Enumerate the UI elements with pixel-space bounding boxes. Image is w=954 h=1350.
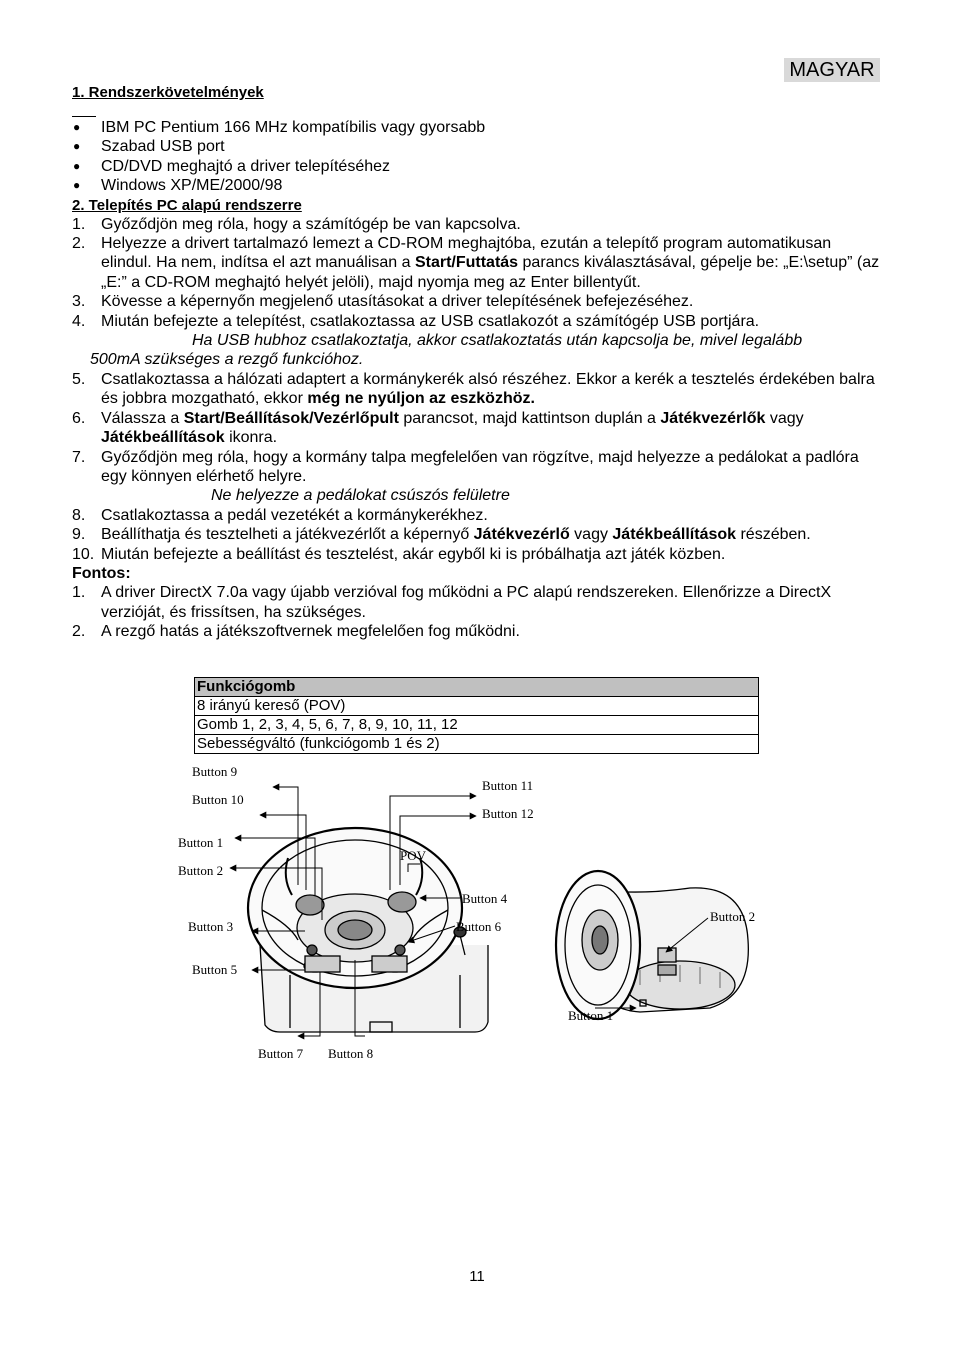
function-table xyxy=(194,677,759,754)
label-button-6: Button 6 xyxy=(456,919,502,934)
label-button-12: Button 12 xyxy=(482,806,534,821)
requirement-item: ● IBM PC Pentium 166 MHz kompatíbilis vagy gyorsabb xyxy=(73,119,486,136)
bullet-icon: ● xyxy=(73,120,81,134)
label-button-3: Button 3 xyxy=(188,919,234,934)
bullet-icon: ● xyxy=(73,139,81,154)
usb-hub-note-cont: 500mA szükséges a rezgő funkcióhoz. xyxy=(90,351,364,369)
table-cell: 8 irányú kereső (POV) xyxy=(195,697,759,716)
table-row xyxy=(195,735,759,754)
install-step: 2. Helyezze a drivert tartalmazó lemezt a CD-ROM meghajtóba, ezután a telepítő program automatikusan elindul. Ha nem, indítsa el azt manuálisan a Start/Futtatás parancs kiválasztásával, gépelje be: „E:\setup” (az „E:” a CD-ROM meghajtó helyét jelöli), majd nyomja meg az Enter billentyűt. xyxy=(72,235,880,291)
install-step: 9. Beállíthatja és tesztelheti a játékvezérlőt a képernyő Játékvezérlő vagy Játékbeállítások részében. xyxy=(72,526,811,544)
table-row xyxy=(195,697,759,716)
important-item: 1. A driver DirectX 7.0a vagy újabb verzióval fog működni a PC alapú rendszereken. Ellenőrizze a DirectX verzióját, és frissítsen, ha szükséges. xyxy=(72,584,832,621)
bullet-icon: ● xyxy=(73,158,81,173)
install-step: 8. Csatlakoztassa a pedál vezetékét a kormánykerékhez. xyxy=(72,506,488,524)
install-step: 7. Győződjön meg róla, hogy a kormány talpa megfelelően van rögzítve, majd helyezze a pedálokat a padlóra egy könnyen elérhető helyre. xyxy=(72,448,859,485)
bullet-icon: ● xyxy=(73,178,81,193)
label-button-9: Button 9 xyxy=(192,764,238,779)
table-cell: Sebességváltó (funkciógomb 1 és 2) xyxy=(195,735,759,754)
section1-title: 1. Rendszerkövetelmények xyxy=(72,84,264,101)
label-button-11: Button 11 xyxy=(482,778,534,793)
requirement-item: ● Windows XP/ME/2000/98 xyxy=(73,177,283,195)
usb-hub-note: Ha USB hubhoz csatlakoztatja, akkor csatlakoztatás után kapcsolja be, mivel legalább xyxy=(192,332,803,350)
important-item: 2. A rezgő hatás a játékszoftvernek megfelelően fog működni. xyxy=(72,623,520,641)
page-number: 11 xyxy=(469,1268,485,1285)
install-step: 6. Válassza a Start/Beállítások/Vezérlőpult parancsot, majd kattintson duplán a Játékvezérlők vagy Játékbeállítások ikonra. xyxy=(72,409,804,447)
table-cell: Gomb 1, 2, 3, 4, 5, 6, 7, 8, 9, 10, 11, 12 xyxy=(195,716,759,735)
pedal-note: Ne helyezze a pedálokat csúszós felületre xyxy=(211,487,510,505)
label-button-5: Button 5 xyxy=(192,962,238,977)
table-row xyxy=(195,716,759,735)
table-header-row xyxy=(195,678,759,697)
label-side-button-1: Button 1 xyxy=(568,1008,614,1023)
separator-line xyxy=(72,116,96,117)
table-header-cell: Funkciógomb xyxy=(195,678,759,697)
label-button-10: Button 10 xyxy=(192,792,244,807)
main-content xyxy=(72,83,884,642)
install-step: 3. Kövesse a képernyőn megjelenő utasításokat a driver telepítésének befejezéséhez. xyxy=(72,293,694,311)
language-tag: MAGYAR xyxy=(784,58,880,82)
label-button-4: Button 4 xyxy=(462,891,508,906)
wheel-diagram xyxy=(170,760,795,1070)
wheel-side-illustration xyxy=(556,871,748,1019)
label-button-8: Button 8 xyxy=(328,1046,374,1061)
label-button-2: Button 2 xyxy=(178,863,224,878)
label-button-7: Button 7 xyxy=(258,1046,304,1061)
label-side-button-2: Button 2 xyxy=(710,909,756,924)
requirement-item: ● CD/DVD meghajtó a driver telepítéséhez xyxy=(73,157,391,175)
important-title: Fontos: xyxy=(72,564,131,582)
requirement-item: ● Szabad USB port xyxy=(73,138,225,156)
install-step: 1. Győződjön meg róla, hogy a számítógép be van kapcsolva. xyxy=(72,215,521,233)
label-pov: POV xyxy=(400,848,427,863)
section2-title: 2. Telepítés PC alapú rendszerre xyxy=(72,196,302,214)
install-step: 10. Miután befejezte a beállítást és tesztelést, akár egyből ki is próbálhatja azt játék közben. xyxy=(72,545,726,563)
label-button-1: Button 1 xyxy=(178,835,224,850)
install-step: 4. Miután befejezte a telepítést, csatlakoztassa az USB csatlakozót a számítógép USB portjára. xyxy=(72,312,760,330)
install-step: 5. Csatlakoztassa a hálózati adaptert a kormánykerék alsó részéhez. Ekkor a kerék a tesztelés érdekében balra és jobbra mozgatható, ekkor még ne nyúljon az eszközhöz. xyxy=(72,370,875,408)
